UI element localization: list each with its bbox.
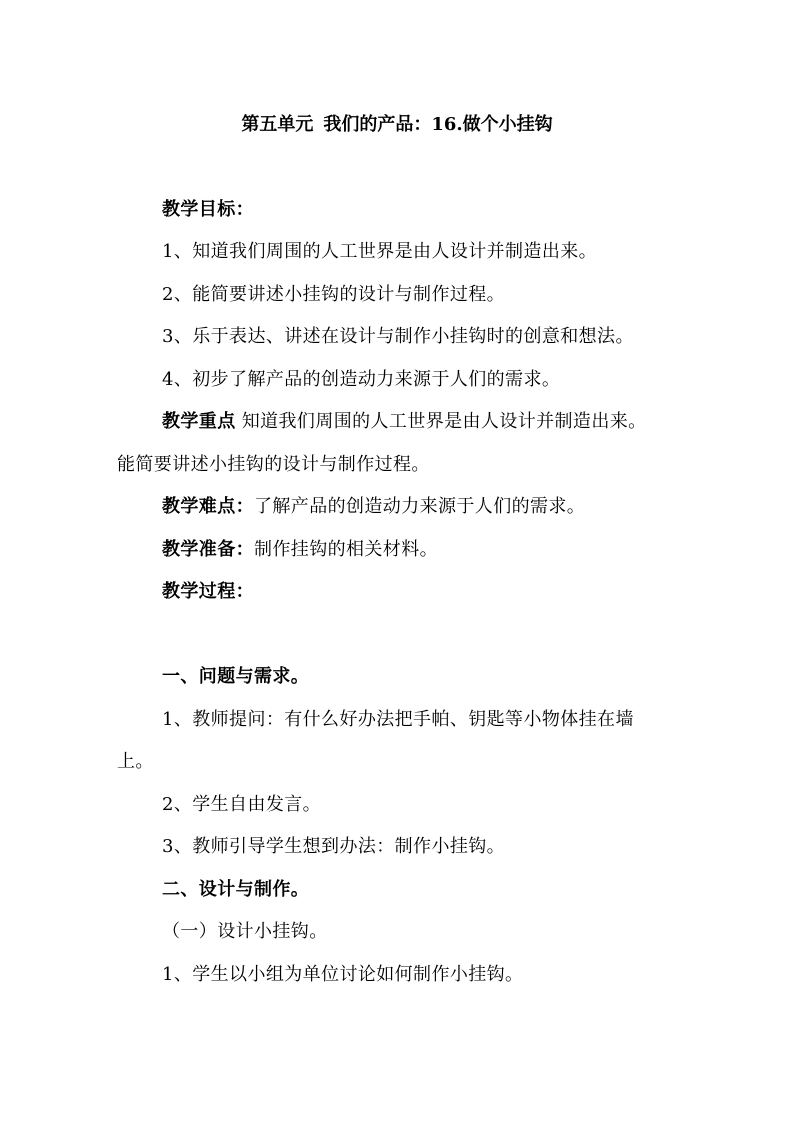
section2-item-1: 1、学生以小组为单位讨论如何制作小挂钩。	[162, 964, 524, 985]
difficulties	[162, 495, 585, 519]
section1-item-1: 1、教师提问：有什么好办法把手帕、钥匙等小物体挂在墙	[162, 709, 634, 730]
difficulties-text: 了解产品的创造动力来源于人们的需求。	[254, 496, 586, 517]
objectives-heading: 教学目标：	[162, 199, 254, 220]
objective-item-2: 2、能简要讲述小挂钩的设计与制作过程。	[162, 284, 506, 305]
title-topic: 我们的产品：16.做个小挂钩	[323, 114, 553, 135]
key-points-text: 知道我们周围的人工世界是由人设计并制造出来。	[241, 411, 647, 432]
preparation-text: 制作挂钩的相关材料。	[254, 539, 438, 560]
section1-item-3: 3、教师引导学生想到办法：制作小挂钩。	[162, 836, 506, 857]
title-unit: 第五单元	[241, 114, 314, 135]
page-title	[0, 113, 794, 137]
process-heading: 教学过程：	[162, 581, 254, 602]
key-points-label: 教学重点	[162, 411, 236, 432]
objective-item-1: 1、知道我们周围的人工世界是由人设计并制造出来。	[162, 241, 598, 262]
objective-item-4: 4、初步了解产品的创造动力来源于人们的需求。	[162, 369, 561, 390]
section1-item-1-continuation: 上。	[117, 751, 154, 772]
preparation-label: 教学准备：	[162, 539, 254, 560]
difficulties-label: 教学难点：	[162, 496, 254, 517]
section1-heading: 一、问题与需求。	[162, 666, 310, 687]
section2-subheading: （一）设计小挂钩。	[162, 921, 328, 942]
section1-item-2: 2、学生自由发言。	[162, 794, 322, 815]
objective-item-3: 3、乐于表达、讲述在设计与制作小挂钩时的创意和想法。	[162, 326, 634, 347]
key-points	[162, 410, 647, 434]
key-points-continuation: 能简要讲述小挂钩的设计与制作过程。	[117, 454, 430, 475]
section2-heading: 二、设计与制作。	[162, 879, 310, 900]
preparation	[162, 538, 438, 562]
